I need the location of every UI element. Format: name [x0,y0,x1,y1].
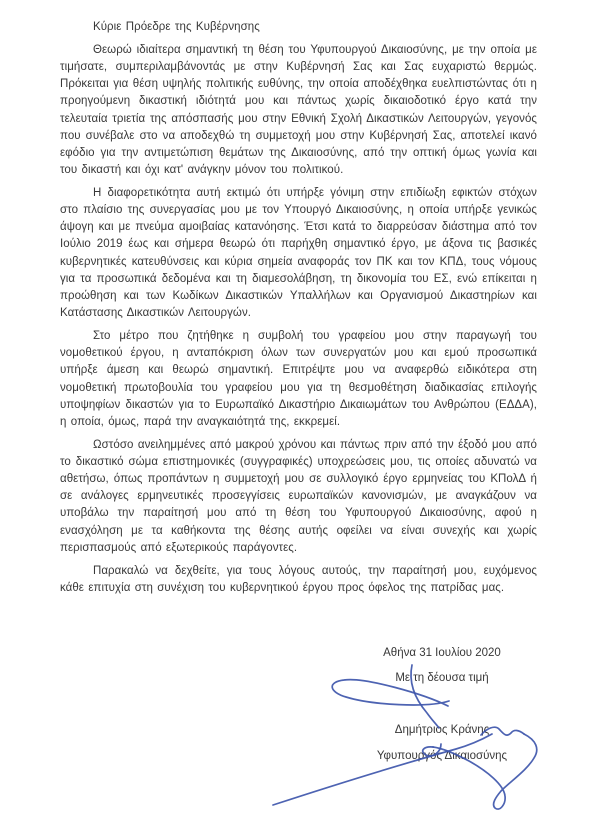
paragraph-5: Παρακαλώ να δεχθείτε, για τους λόγους αυτούς, την παραίτησή μου, ευχόμενος κάθε επιτυχία στη συνέχιση του κυβερνητικού έργου προς όφελος της πατρίδας μας. [60,564,537,594]
signer-name: Δημήτριος Κράνης [394,724,490,736]
closing-block [330,646,554,763]
paragraph-1: Θεωρώ ιδιαίτερα σημαντική τη θέση του Υφυπουργού Δικαιοσύνης, με την οποία με τιμήσατε, συμπεριλαμβάνοντάς με στην Κυβέρνησή Σας και Σας ευχαριστώ θερμώς. Πρόκειται για θέση υψηλής πολιτικής ευθύνης, την οποία αποδέχθηκα ευελπιστώντας ότι η προηγούμενη δικαστική ιδιότητά μου και πάντως χωρίς δικαιοδοτικό έργο κατά την τελευταία τριετία της απόσπασής μου στην Εθνική Σχολή Δικαστικών Λειτουργών, γεγονός που συνέβαλε στο να αποδεχθώ τη συμμετοχή μου στην Κυβέρνησή Σας, αποτελεί ικανό εφόδιο για την αντιμετώπιση θεμάτων της Δικαιοσύνης, από την οπτική όμως γωνία και του δικαστή και όχι κατ' ανάγκην μόνον του πολιτικού. [60,43,537,177]
paragraph-4: Ωστόσο ανειλημμένες από μακρού χρόνου και πάντως πριν από την έξοδό μου από το δικαστικό σώμα επιστημονικές (συγγραφικές) υποχρεώσεις μου, τις οποίες αδυνατώ να αθετήσω, όπως προπάντων η συμμετοχή μου σε συλλογικό έργο ερμηνείας του ΚΠολΔ ή σε ανάλογες ερμηνευτικές προσεγγίσεις ευρωπαϊκών κανονισμών, με αναγκάζουν να υποβάλω την παραίτησή μου από τη θέση του Υφυπουργού Δικαιοσύνης, αφού η ενασχόληση με τα καθήκοντα της θέσης αυτής οφείλει να είναι συνεχής και χωρίς περισπασμούς από εξωτερικούς παράγοντες. [60,438,537,554]
paragraph-3: Στο μέτρο που ζητήθηκε η συμβολή του γραφείου μου στην παραγωγή του νομοθετικού έργου, η ανταπόκριση όλων των συνεργατών μου και εμού προσωπικά υπήρξε άμεση και θεωρώ σημαντική. Επιτρέψτε μου να αναφερθώ ειδικότερα στη νομοθετική πρωτοβουλία του γραφείου μου για τη θεσμοθέτηση διαδικασίας επιλογής υποψηφίων δικαστών για το Ευρωπαϊκό Δικαστήριο Δικαιωμάτων του Ανθρώπου (ΕΔΔΑ), η οποία, όμως, παρά την αναγκαιότητά της, εκκρεμεί. [60,329,537,428]
letter-body [60,19,537,603]
signer-title: Υφυπουργός Δικαιοσύνης [376,750,508,762]
salutation: Κύριε Πρόεδρε της Κυβέρνησης [93,21,260,33]
place-date: Αθήνα 31 Ιουλίου 2020 [383,647,501,659]
valediction: Με τη δέουσα τιμή [395,672,489,684]
paragraph-2: Η διαφορετικότητα αυτή εκτιμώ ότι υπήρξε γόνιμη στην επιδίωξη εφικτών στόχων στο πλαίσιο της συνεργασίας μου με τον Υπουργό Δικαιοσύνης, η οποία υπήρξε γενικώς άψογη και με πνεύμα αμοιβαίας κατανόησης. Έτσι κατά το διαρρεύσαν διάστημα από τον Ιούλιο 2019 έως και σήμερα θεωρώ ότι παρήχθη σημαντικό έργο, με άξονα τις βασικές κυβερνητικές κατευθύνσεις και κύρια σημεία αναφοράς τον ΠΚ και τον ΚΠΔ, τους νόμους για τα προσωπικά δεδομένα και τη διαμεσολάβηση, τη δικονομία του ΕΣ, ενώ επίκειται η προώθηση και των Κωδίκων Δικαστικών Υπαλλήλων και Οργανισμού Δικαστηρίων και Κατάστασης Δικαστικών Λειτουργών. [60,186,537,320]
